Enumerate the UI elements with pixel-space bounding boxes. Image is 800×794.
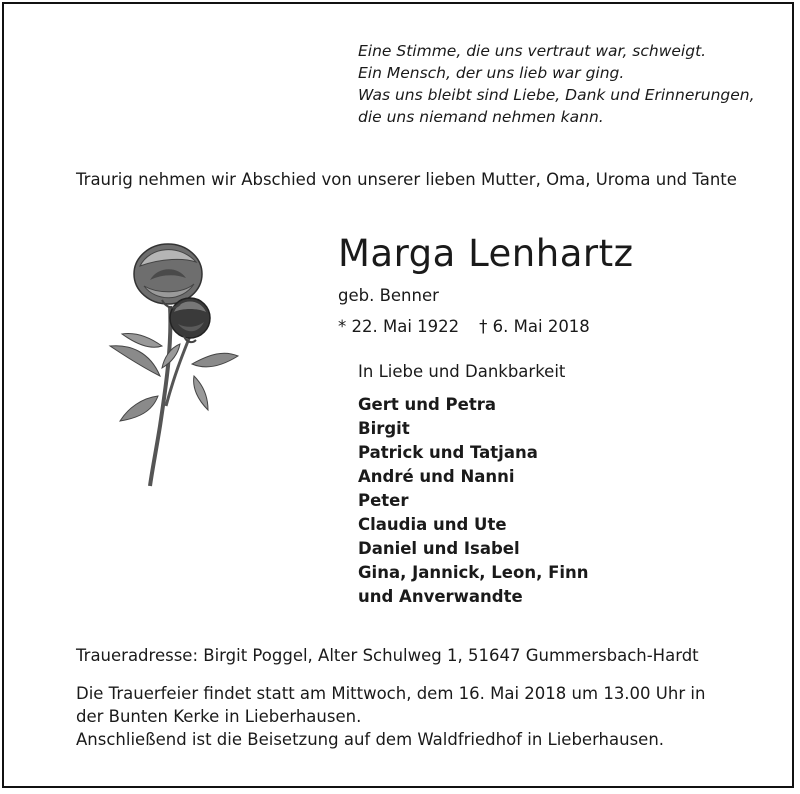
rose-leaf (120, 396, 158, 421)
mourner-entry: und Anverwandte (358, 587, 523, 606)
mourner-entry: André und Nanni (358, 467, 515, 486)
deceased-name: Marga Lenhartz (338, 232, 634, 275)
intro-text: Traurig nehmen wir Abschied von unserer lieben Mutter, Oma, Uroma und Tante (76, 170, 737, 189)
death-date: † 6. Mai 2018 (479, 317, 590, 336)
rose-leaf (110, 346, 160, 376)
rose-leaf (192, 353, 238, 367)
service-line: der Bunten Kerke in Lieberhausen. (76, 707, 362, 726)
mourning-address: Traueradresse: Birgit Poggel, Alter Schulweg 1, 51647 Gummersbach-Hardt (76, 646, 699, 665)
rose-icon (100, 236, 245, 491)
gratitude-line: In Liebe und Dankbarkeit (358, 362, 566, 381)
poem (358, 40, 755, 128)
mourner-entry: Birgit (358, 419, 410, 438)
life-dates (338, 317, 590, 336)
service-line: Anschließend ist die Beisetzung auf dem Waldfriedhof in Lieberhausen. (76, 730, 665, 749)
mourner-entry: Daniel und Isabel (358, 539, 520, 558)
poem-line: Was uns bleibt sind Liebe, Dank und Erinnerungen, (358, 86, 755, 104)
rose-leaf (122, 334, 162, 348)
mourner-entry: Gina, Jannick, Leon, Finn (358, 563, 589, 582)
mourners-list (358, 393, 589, 609)
rose-leaf (194, 376, 208, 410)
poem-line: die uns niemand nehmen kann. (358, 108, 604, 126)
poem-line: Ein Mensch, der uns lieb war ging. (358, 64, 625, 82)
service-line: Die Trauerfeier findet statt am Mittwoch, dem 16. Mai 2018 um 13.00 Uhr in (76, 684, 706, 703)
mourner-entry: Patrick und Tatjana (358, 443, 538, 462)
funeral-service-info (76, 682, 705, 751)
birth-name: geb. Benner (338, 286, 439, 305)
mourner-entry: Claudia und Ute (358, 515, 507, 534)
poem-line: Eine Stimme, die uns vertraut war, schweigt. (358, 42, 707, 60)
birth-date: * 22. Mai 1922 (338, 317, 460, 336)
mourner-entry: Gert und Petra (358, 395, 496, 414)
mourner-entry: Peter (358, 491, 409, 510)
